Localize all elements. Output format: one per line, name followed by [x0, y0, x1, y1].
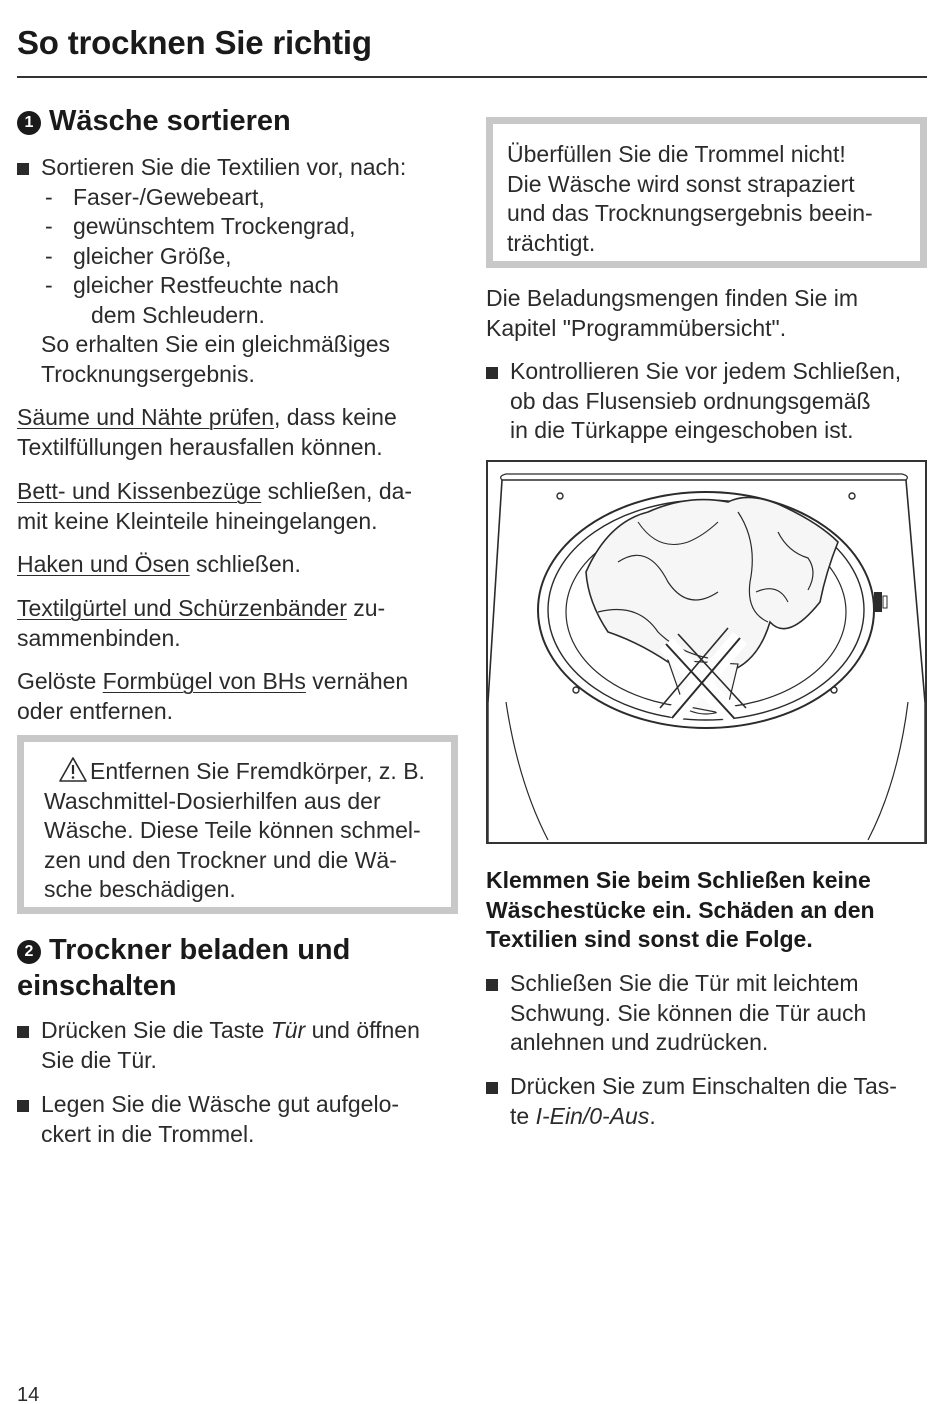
section-1-heading — [17, 103, 291, 139]
sort-criteria-list — [41, 183, 457, 301]
switch-on-bullet — [486, 1072, 927, 1131]
seams-text: , dass keine — [274, 404, 397, 430]
hooks-paragraph — [17, 550, 457, 580]
hooks-text: schließen. — [189, 551, 301, 577]
caution-paragraph — [486, 866, 927, 955]
open-door-text-line2: Sie die Tür. — [41, 1046, 157, 1073]
belts-link-text: Textilgürtel und Schürzenbänder — [17, 595, 347, 621]
switch-on-period: . — [649, 1102, 656, 1129]
caution-line: Wäschestücke ein. Schäden an den — [486, 896, 875, 923]
door-key-label: Tür — [270, 1017, 306, 1043]
list-item: - gleicher Größe, — [41, 242, 457, 272]
bullet-square-icon — [486, 979, 498, 991]
close-door-bullet — [486, 969, 927, 1058]
dryer-door-drawing — [488, 462, 925, 842]
load-laundry-line1: Legen Sie die Wäsche gut aufgelo- — [41, 1091, 400, 1117]
number-badge-icon: 2 — [17, 940, 41, 964]
load-capacity-paragraph — [486, 284, 927, 343]
bra-text: vernähen — [305, 668, 409, 694]
belts-text: zu- — [346, 595, 386, 621]
section-2-title-line1: Trockner beladen und — [49, 934, 351, 966]
bullet-square-icon — [486, 1082, 498, 1094]
criteria-continued: dem Schleudern. — [91, 301, 265, 328]
lint-filter-line: ob das Flusensieb ordnungsgemäß — [510, 387, 871, 414]
warning-text-line: Waschmittel-Dosierhilfen aus der — [44, 787, 381, 814]
sort-intro: Sortieren Sie die Textilien vor, nach: — [41, 154, 407, 180]
door-illustration — [486, 460, 927, 844]
belts-text-line2: sammenbinden. — [17, 624, 181, 651]
switch-on-line1: Drücken Sie zum Einschalten die Tas- — [510, 1073, 897, 1099]
open-door-text: Drücken Sie die Taste — [41, 1017, 271, 1043]
list-item: - Faser-/Gewebeart, — [41, 183, 457, 213]
notice-text-line: Überfüllen Sie die Trommel nicht! — [507, 141, 846, 167]
warning-triangle-icon — [58, 756, 88, 783]
section-1-title: Wäsche sortieren — [49, 105, 291, 137]
bra-paragraph — [17, 667, 457, 726]
covers-text-line2: mit keine Kleinteile hineingelangen. — [17, 507, 378, 534]
load-laundry-line2: ckert in die Trommel. — [41, 1120, 255, 1147]
caution-line: Klemmen Sie beim Schließen keine — [486, 867, 871, 893]
section-2-title-line2: einschalten — [17, 970, 177, 1002]
bullet-square-icon — [486, 367, 498, 379]
covers-text: schließen, da- — [261, 478, 413, 504]
warning-line-first — [38, 756, 451, 787]
bullet-square-icon — [17, 1100, 29, 1112]
notice-text-line: trächtigt. — [507, 229, 596, 256]
warning-text-line: Entfernen Sie Fremdkörper, z. B. — [90, 758, 425, 784]
page-number: 14 — [17, 1384, 40, 1404]
section-2-heading — [17, 932, 350, 1004]
bullet-square-icon — [17, 163, 29, 175]
close-door-line: anlehnen und zudrücken. — [510, 1029, 769, 1055]
warning-text-line: Wäsche. Diese Teile können schmel- — [44, 817, 421, 843]
seams-link-text: Säume und Nähte prüfen — [17, 404, 275, 430]
sort-bullet — [17, 153, 457, 389]
caution-line: Textilien sind sonst die Folge. — [486, 926, 813, 952]
bullet-square-icon — [17, 1026, 29, 1038]
covers-paragraph — [17, 477, 457, 536]
warning-text-line: zen und den Trockner und die Wä- — [44, 846, 397, 873]
bra-link-text: Formbügel von BHs — [102, 668, 306, 694]
open-door-text-rest: und öffnen — [305, 1017, 420, 1043]
notice-text-line: Die Wäsche wird sonst strapaziert — [507, 170, 855, 197]
title-divider — [17, 76, 927, 78]
seams-text-line2: Textilfüllungen herausfallen können. — [17, 433, 383, 460]
sort-result-line2: Trocknungsergebnis. — [41, 360, 255, 387]
list-item: - gewünschtem Trockengrad, — [41, 212, 457, 242]
seams-paragraph — [17, 403, 457, 462]
warning-text-line: sche beschädigen. — [44, 876, 236, 902]
covers-link-text: Bett- und Kissenbezüge — [17, 478, 262, 504]
belts-paragraph — [17, 594, 457, 653]
list-item: - gleicher Restfeuchte nach — [41, 271, 457, 301]
power-key-label: I-Ein/0-Aus — [535, 1102, 650, 1129]
bra-text-start: Gelöste — [17, 668, 103, 694]
switch-on-text: te — [510, 1102, 536, 1129]
close-door-line: Schwung. Sie können die Tür auch — [510, 999, 867, 1026]
load-capacity-line1: Die Beladungsmengen finden Sie im — [486, 285, 859, 311]
close-door-line: Schließen Sie die Tür mit leichtem — [510, 970, 859, 996]
bra-text-line2: oder entfernen. — [17, 697, 174, 724]
lint-filter-line: Kontrollieren Sie vor jedem Schließen, — [510, 358, 902, 384]
lint-filter-bullet — [486, 357, 927, 446]
number-badge-icon: 1 — [17, 111, 41, 135]
hooks-link-text: Haken und Ösen — [17, 551, 190, 577]
sort-result-line1: So erhalten Sie ein gleichmäßiges — [41, 331, 391, 357]
load-capacity-line2: Kapitel "Programmübersicht". — [486, 314, 787, 341]
notice-text-line: und das Trocknungsergebnis beein- — [507, 200, 873, 226]
lint-filter-line: in die Türkappe eingeschoben ist. — [510, 417, 854, 443]
warning-box — [17, 735, 458, 914]
open-door-bullet — [17, 1016, 457, 1075]
overfill-notice-box — [486, 117, 927, 268]
page-title: So trocknen Sie richtig — [17, 24, 372, 61]
load-laundry-bullet — [17, 1090, 457, 1149]
